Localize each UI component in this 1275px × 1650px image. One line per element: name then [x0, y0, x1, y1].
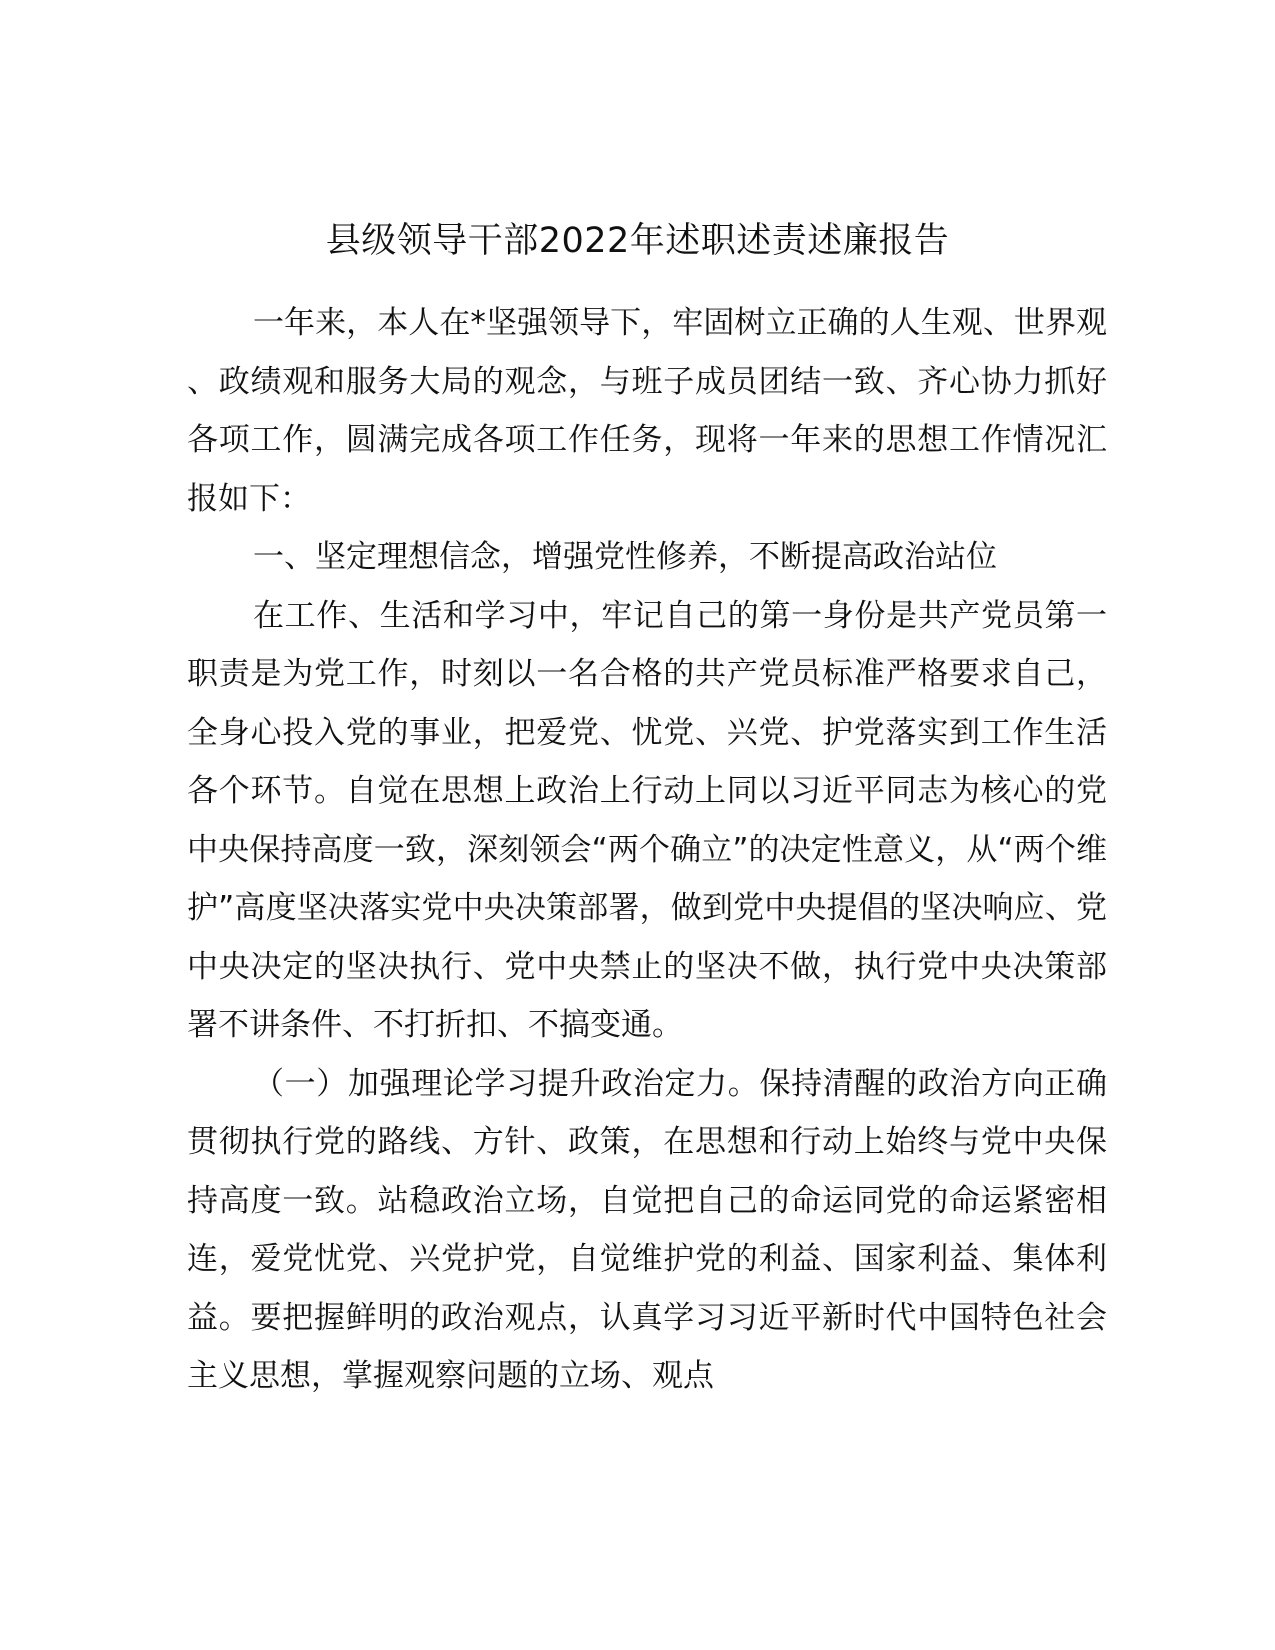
- paragraph-party-identity: 在工作、生活和学习中，牢记自己的第一身份是共产党员第一职责是为党工作，时刻以一名合格的共产党员标准严格要求自己，全身心投入党的事业，把爱党、忧党、兴党、护党落实到工作生活各个环节。自觉在思想上政治上行动上同以习近平同志为核心的党中央保持高度一致，深刻领会“两个确立”的决定性意义，从“两个维护”高度坚决落实党中央决策部署，做到党中央提倡的坚决响应、党中央决定的坚决执行、党中央禁止的坚决不做，执行党中央决策部署不讲条件、不打折扣、不搞变通。: [187, 597, 1107, 1043]
- document-body: [187, 294, 1107, 1406]
- paragraph-theory-study: （一）加强理论学习提升政治定力。保持清醒的政治方向正确贯彻执行党的路线、方针、政策，在思想和行动上始终与党中央保持高度一致。站稳政治立场，自觉把自己的命运同党的命运紧密相连，爱党忧党、兴党护党，自觉维护党的利益、国家利益、集体利益。要把握鲜明的政治观点，认真学习习近平新时代中国特色社会主义思想，掌握观察问题的立场、观点: [187, 1065, 1107, 1394]
- section-heading-1: 一、坚定理想信念，增强党性修养，不断提高政治站位: [253, 539, 997, 575]
- paragraph-intro: 一年来，本人在*坚强领导下，牢固树立正确的人生观、世界观、政绩观和服务大局的观念，与班子成员团结一致、齐心协力抓好各项工作，圆满完成各项工作任务，现将一年来的思想工作情况汇报如下：: [187, 305, 1107, 517]
- document-title: 县级领导干部2022年述职述责述廉报告: [325, 221, 950, 261]
